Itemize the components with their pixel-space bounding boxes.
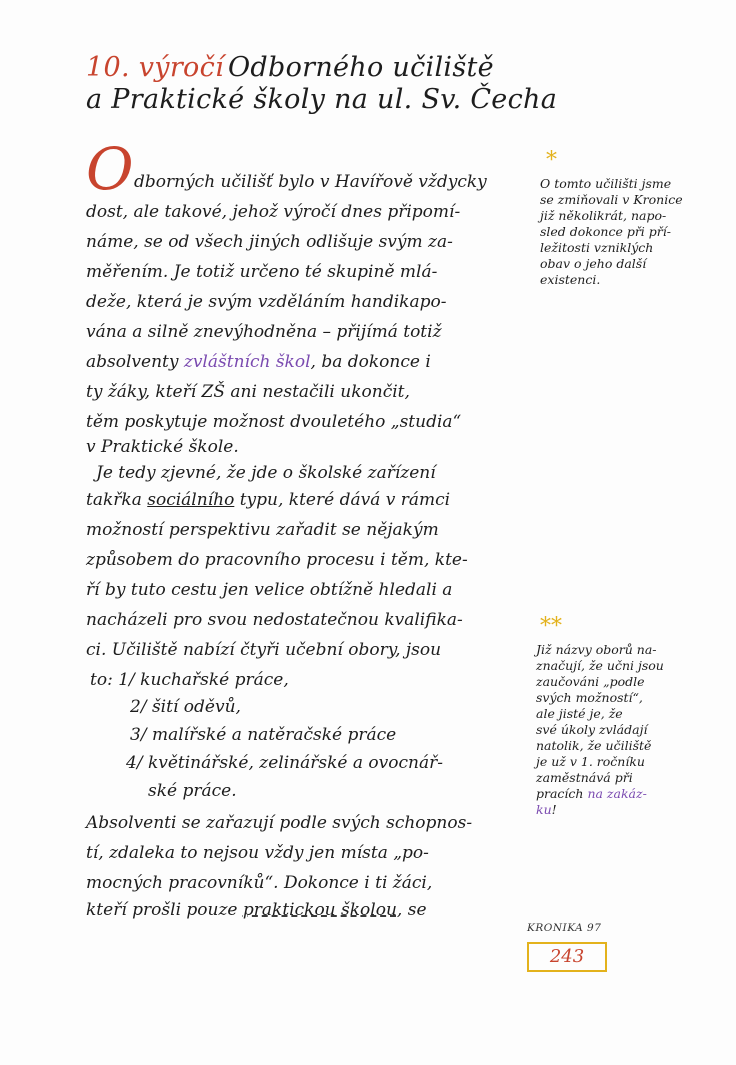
body-line: nacházeli pro svou nedostatečnou kvalifika- [86, 610, 463, 630]
note-line: ale jisté je, že [536, 706, 623, 721]
body-text: takřka [86, 490, 148, 510]
chronicle-label: KRONIKA 97 [527, 922, 602, 934]
list-line: 4/ květinářské, zelinářské a ovocnář- [126, 753, 443, 773]
body-line: dost, ale takové, jehož výročí dnes připomí- [86, 202, 461, 222]
purple-highlight: zvláštních škol [183, 352, 311, 372]
title-rest: Odborného učiliště [227, 52, 494, 83]
body-line: ci. Učiliště nabízí čtyři učební obory, jsou [86, 640, 442, 660]
note-line [536, 802, 716, 818]
note-line: svých možností“, [536, 690, 643, 705]
note-line: obav o jeho další [540, 256, 647, 271]
body-line [86, 490, 450, 510]
body-text: typu, které dává v rámci [234, 490, 451, 510]
purple-highlight: na zakáz- [587, 786, 647, 801]
note-text: ! [551, 802, 557, 817]
footnote-marker-2: ** [540, 614, 562, 639]
note-line [536, 786, 716, 802]
list-line: 3/ malířské a natěračské práce [130, 725, 397, 745]
body-line: mocných pracovníků“. Dokonce i ti žáci, [86, 873, 433, 893]
body-line: ří by tuto cestu jen velice obtížně hledali a [86, 580, 453, 600]
note-line: ležitosti vzniklých [540, 240, 654, 255]
note-line: zaměstnává při [536, 770, 633, 785]
note-line: se zmiňovali v Kronice [540, 192, 683, 207]
body-line: v Praktické škole. [86, 437, 239, 457]
title-line-2: a Praktické školy na ul. Sv. Čecha [86, 84, 558, 115]
body-line: Absolventi se zařazují podle svých schopnos- [86, 813, 473, 833]
list-line: 2/ šití oděvů, [130, 697, 241, 717]
purple-highlight: ku [536, 802, 552, 817]
note-line: O tomto učilišti jsme [540, 176, 672, 191]
note-line: sled dokonce při pří- [540, 224, 671, 239]
title-line-1 [86, 52, 526, 84]
body-text: kteří prošli pouze [86, 900, 243, 920]
body-text: , se [396, 900, 427, 920]
underlined-phrase: praktickou školou [242, 900, 397, 920]
underlined-word: sociálního [147, 490, 235, 510]
body-line: těm poskytuje možnost dvouletého „studia“ [86, 412, 462, 432]
body-line [86, 352, 431, 372]
drop-cap: O [86, 135, 134, 203]
body-line: měřením. Je totiž určeno té skupině mlá- [86, 262, 438, 282]
note-line: již několikrát, napo- [540, 208, 667, 223]
body-text: , ba dokonce i [310, 352, 431, 372]
body-line: způsobem do pracovního procesu i těm, kte- [86, 550, 468, 570]
note-line: své úkoly zvládají [536, 722, 648, 737]
note-line: natolik, že učiliště [536, 738, 652, 753]
note-line: Již názvy oborů na- [536, 642, 657, 657]
list-line: ské práce. [148, 781, 237, 801]
body-text: absolventy [86, 352, 184, 372]
body-line: Je tedy zjevné, že jde o školské zařízení [96, 463, 436, 483]
body-line: tí, zdaleka to nejsou vždy jen místa „po- [86, 843, 429, 863]
body-line: deže, která je svým vzděláním handikapo- [86, 292, 447, 312]
note-text: pracích [536, 786, 588, 801]
footnote-marker-1: * [546, 148, 557, 173]
margin-note-1 [540, 176, 720, 288]
title-number: 10. [86, 52, 130, 83]
margin-note-2 [536, 642, 716, 818]
body-line: možností perspektivu zařadit se nějakým [86, 520, 439, 540]
list-line: to: 1/ kuchařské práce, [90, 670, 289, 690]
body-line [86, 900, 427, 920]
body-line: dborných učilišť bylo v Havířově vždycky [134, 172, 487, 192]
note-line: existenci. [540, 272, 601, 287]
note-line: zaučováni „podle [536, 674, 645, 689]
body-line: vána a silně znevýhodněna – přijímá totiž [86, 322, 442, 342]
body-line: náme, se od všech jiných odlišuje svým za- [86, 232, 453, 252]
page-title [86, 52, 558, 116]
body-line: ty žáky, kteří ZŠ ani nestačili ukončit, [86, 382, 410, 402]
title-red-word: výročí [138, 52, 224, 83]
note-line: je už v 1. ročníku [536, 754, 645, 769]
note-line: značují, že učni jsou [536, 658, 664, 673]
page-number: 243 [527, 942, 607, 972]
